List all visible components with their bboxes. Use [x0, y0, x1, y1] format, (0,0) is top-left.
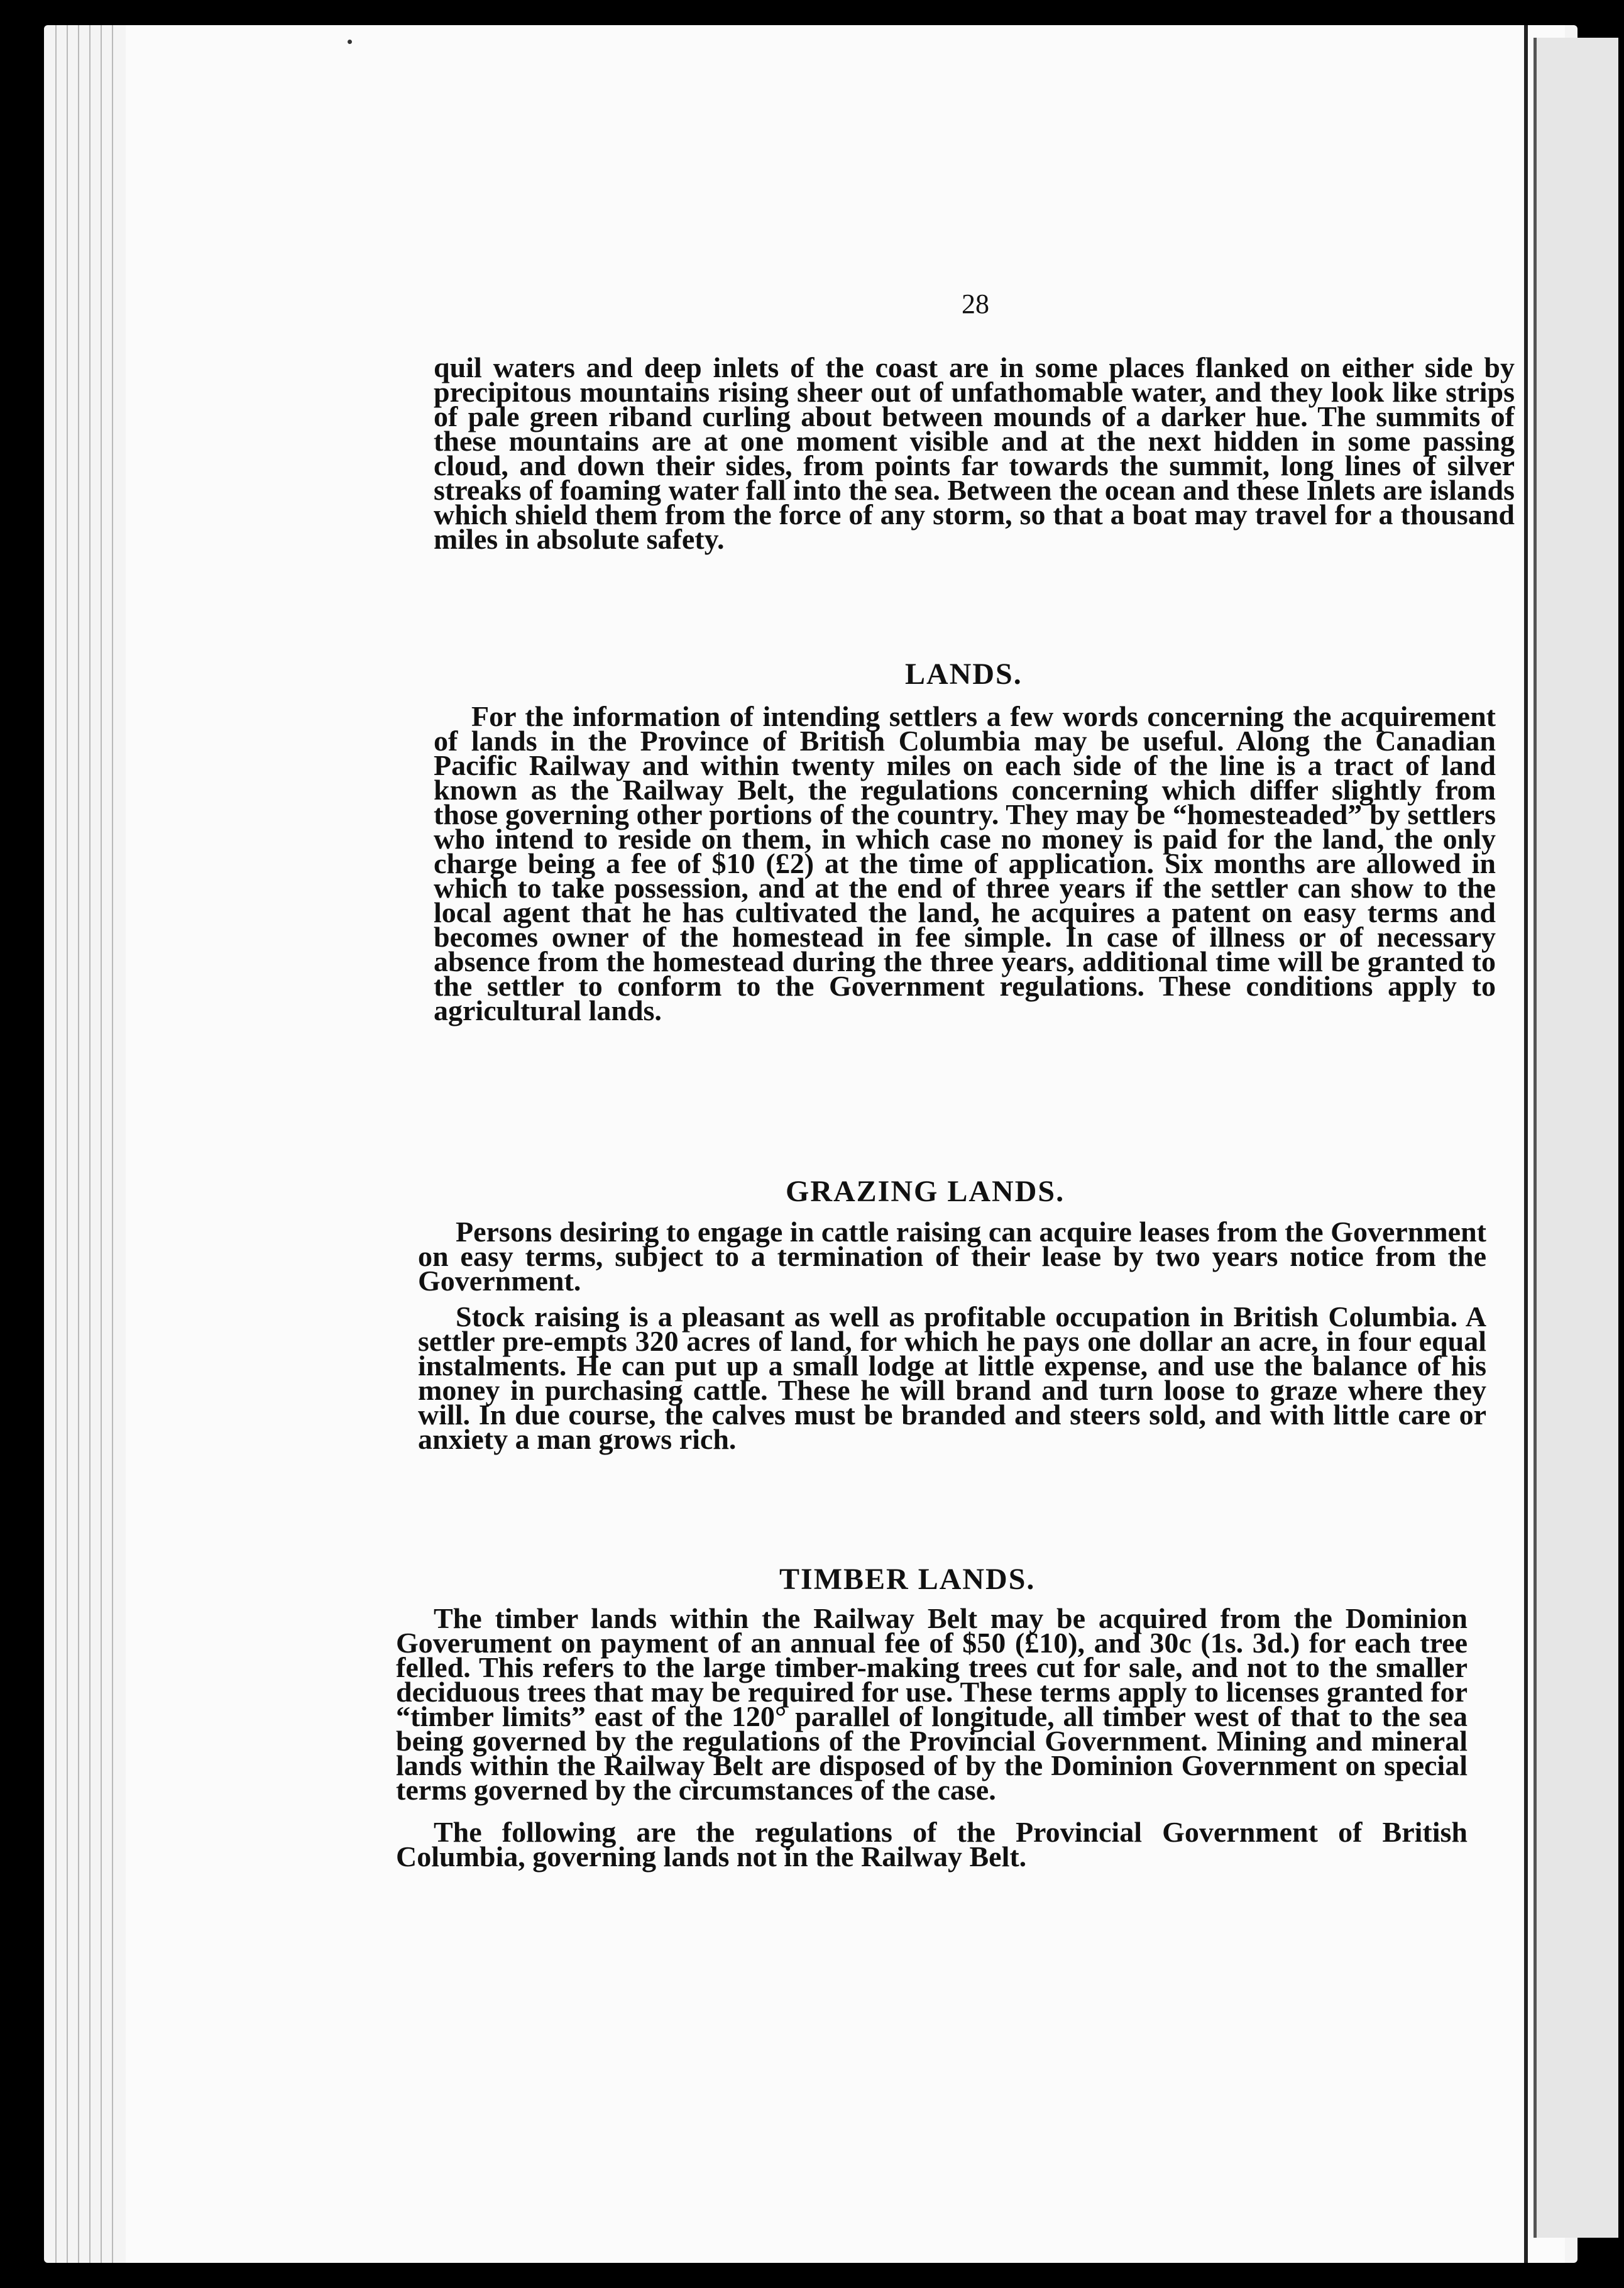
- lands-paragraph: For the information of intending settlers a few words concerning the acquirement of lands in the Province of British Columbia may be useful. Along the Canadian Pacific Railway and within twenty miles on each side of the line is a tract of land known as the Railway Belt, the regulations concerning which differ slightly from those governing other portions of the country. They may be “homesteaded” by settlers who intend to reside on them, in which case no money is paid for the land, the only charge being a fee of $10 (£2) at the time of application. Six months are allowed in which to take possession, and at the end of three years if the settler can show to the local agent that he has cultivated the land, he acquires a patent on easy terms and becomes owner of the homestead in fee simple. In case of illness or of necessary absence from the homestead during the three years, additional time will be granted to the settler to conform to the Government regulations. These conditions apply to agricultural lands.: [434, 700, 1496, 1026]
- intro-paragraph-text: quil waters and deep inlets of the coast are in some places flanked on either side by precipitous mountains rising sheer out of unfathomable water, and they look like strips of pale green riband curling about between mounds of a darker hue. The summits of these mountains are at one moment visible and at the next hidden in some passing cloud, and down their sides, from points far towards the summit, long lines of silver streaks of foaming water fall into the sea. Between the ocean and these Inlets are islands which shield them from the force of any storm, so that a boat may travel for a thousand miles in absolute safety.: [434, 351, 1515, 555]
- grazing-heading: GRAZING LANDS.: [786, 1175, 1065, 1208]
- grazing-section: [418, 1216, 1486, 1455]
- timber-paragraph-2: The following are the regulations of the Provincial Government of British Columbia, governing lands not in the Railway Belt.: [396, 1816, 1468, 1873]
- page-edge: [89, 25, 91, 2263]
- intro-paragraph: [434, 351, 1515, 555]
- lands-heading: LANDS.: [905, 657, 1023, 691]
- timber-heading: TIMBER LANDS.: [779, 1563, 1036, 1596]
- facing-page-edge: [1533, 38, 1618, 2238]
- timber-paragraph-1: The timber lands within the Railway Belt may be acquired from the Dominion Goverument on payment of an annual fee of $50 (£10), and 30c (1s. 3d.) for each tree felled. This refers to the large timber-making trees cut for sale, and not to the smaller deciduous trees that may be required for use. These terms apply to licenses granted for “timber limits” east of the 120° parallel of longitude, all timber west of that to the sea being governed by the regulations of the Provincial Government. Mining and mineral lands within the Railway Belt are disposed of by the Dominion Government on special terms governed by the circumstances of the case.: [396, 1602, 1468, 1806]
- timber-section: [396, 1602, 1468, 1873]
- dust-speck: [348, 40, 352, 44]
- page-edge: [101, 25, 102, 2263]
- page-number: 28: [962, 289, 989, 319]
- page-edge: [112, 25, 113, 2263]
- page-edge: [67, 25, 68, 2263]
- grazing-paragraph-2: Stock raising is a pleasant as well as profitable occupation in British Columbia. A settler pre-empts 320 acres of land, for which he pays one dollar an acre, in four equal instalments. He can put up a small lodge at little expense, and use the balance of his money in purchasing cattle. These he will brand and turn loose to graze where they will. In due course, the calves must be branded and steers sold, and with little care or anxiety a man grows rich.: [418, 1301, 1486, 1455]
- lands-section: [434, 700, 1496, 1026]
- grazing-paragraph-1: Persons desiring to engage in cattle raising can acquire leases from the Government on easy terms, subject to a termination of their lease by two years notice from the Government.: [418, 1216, 1486, 1297]
- page-edge: [55, 25, 57, 2263]
- page-edge: [78, 25, 79, 2263]
- book-gutter: [1524, 25, 1528, 2263]
